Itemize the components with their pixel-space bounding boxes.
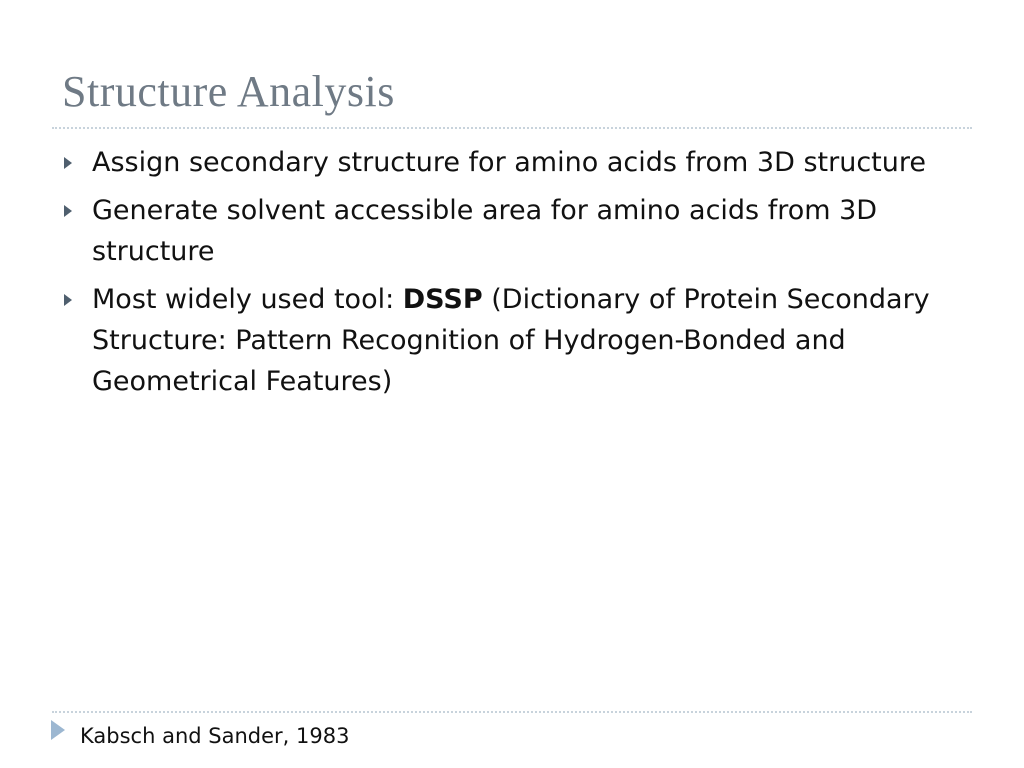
bullet-item xyxy=(62,190,972,272)
bullet-text: Generate solvent accessible area for amino acids from 3D structure xyxy=(92,195,878,267)
title-divider xyxy=(52,127,972,129)
footer-divider xyxy=(52,711,972,713)
tool-name: DSSP xyxy=(402,284,483,315)
slide-title: Structure Analysis xyxy=(62,67,395,116)
triangle-right-icon xyxy=(64,157,72,169)
triangle-right-icon xyxy=(51,720,65,740)
bullet-item xyxy=(62,279,972,402)
triangle-right-icon xyxy=(64,294,72,306)
bullet-text: Assign secondary structure for amino acids from 3D structure xyxy=(92,147,926,178)
footer-citation: Kabsch and Sander, 1983 xyxy=(80,724,350,748)
bullet-text-suffix: (Dictionary of Protein Secondary Structure: Pattern Recognition of Hydrogen-Bonded and Geometrical Features) xyxy=(92,284,930,397)
triangle-right-icon xyxy=(64,205,72,217)
bullet-list xyxy=(62,142,972,409)
bullet-item xyxy=(62,142,972,183)
bullet-text-prefix: Most widely used tool: xyxy=(92,284,403,315)
